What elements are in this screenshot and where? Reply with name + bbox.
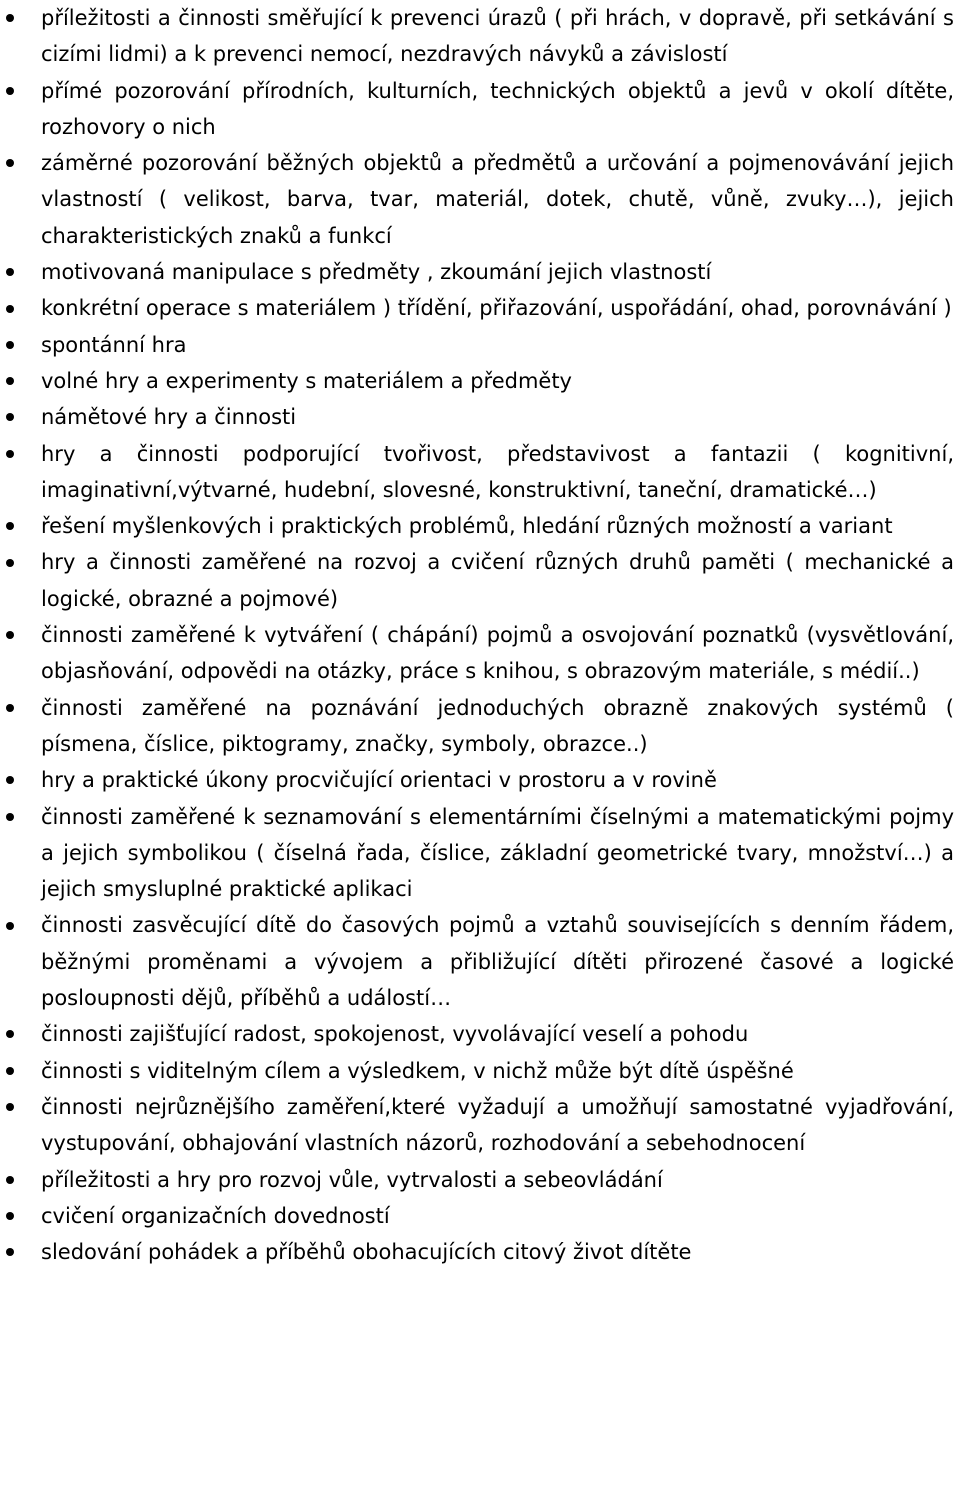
list-item [0, 1198, 960, 1234]
list-item-text: příležitosti a činnosti směřující k prevenci úrazů ( při hrách, v dopravě, při setkávání s cizími lidmi) a k prevenci nemocí, nezdravých návyků a závislostí [41, 6, 954, 67]
list-item [0, 544, 960, 617]
list-item-text: příležitosti a hry pro rozvoj vůle, vytrvalosti a sebeovládání [41, 1167, 663, 1192]
list-item-text: činnosti zaměřené na poznávání jednoduchých obrazně znakových systémů ( písmena, číslice, piktogramy, značky, symboly, obrazce..) [41, 695, 954, 756]
list-item-text: sledování pohádek a příběhů obohacujících citový život dítěte [41, 1240, 692, 1265]
list-item [0, 1234, 960, 1270]
bullet-icon [3, 0, 17, 36]
list-item-text: hry a činnosti zaměřené na rozvoj a cvičení různých druhů paměti ( mechanické a logické, obrazné a pojmové) [41, 550, 954, 611]
list-item-text: volné hry a experimenty s materiálem a předměty [41, 368, 572, 393]
list-item-text: hry a praktické úkony procvičující orientaci v prostoru a v rovině [41, 768, 717, 793]
bullet-icon [3, 363, 17, 399]
bullet-icon [3, 1053, 17, 1089]
list-item [0, 1089, 960, 1162]
bullet-icon [3, 1198, 17, 1234]
bullet-icon [3, 327, 17, 363]
list-item [0, 1016, 960, 1052]
list-item [0, 1053, 960, 1089]
list-item [0, 363, 960, 399]
bullet-icon [3, 145, 17, 181]
bullet-icon [3, 1016, 17, 1052]
bullet-icon [3, 1162, 17, 1198]
list-item-text: činnosti s viditelným cílem a výsledkem, v nichž může být dítě úspěšné [41, 1058, 794, 1083]
list-item [0, 399, 960, 435]
bullet-icon [3, 1089, 17, 1125]
list-item [0, 690, 960, 763]
bullet-icon [3, 399, 17, 435]
bullet-icon [3, 1234, 17, 1270]
bullet-icon [3, 617, 17, 653]
bullet-icon [3, 73, 17, 109]
list-item [0, 327, 960, 363]
list-item [0, 73, 960, 146]
list-item [0, 1162, 960, 1198]
list-item-text: činnosti zaměřené k seznamování s elementárními číselnými a matematickými pojmy a jejich symbolikou ( číselná řada, číslice, základní geometrické tvary, množství…) a jejich smysluplné praktické aplikaci [41, 804, 954, 902]
bullet-icon [3, 508, 17, 544]
list-item [0, 508, 960, 544]
list-item-text: záměrné pozorování běžných objektů a předmětů a určování a pojmenovávání jejich vlastností ( velikost, barva, tvar, materiál, dotek, chutě, vůně, zvuky…), jejich charakteristických znaků a funkcí [41, 151, 954, 248]
list-item-text: námětové hry a činnosti [41, 405, 297, 430]
list-item-text: činnosti zaměřené k vytváření ( chápání) pojmů a osvojování poznatků (vysvětlování, objasňování, odpovědi na otázky, práce s knihou, s obrazovým materiále, s médií..) [41, 623, 954, 684]
bullet-icon [3, 436, 17, 472]
list-item [0, 799, 960, 908]
bullet-icon [3, 907, 17, 943]
list-item-text: konkrétní operace s materiálem ) třídění, přiřazování, uspořádání, ohad, porovnávání ) [41, 296, 952, 321]
list-item [0, 907, 960, 1016]
list-item-text: cvičení organizačních dovedností [41, 1203, 390, 1228]
list-item-text: motivovaná manipulace s předměty , zkoumání jejich vlastností [41, 260, 712, 285]
list-item [0, 290, 960, 326]
list-item-text: spontánní hra [41, 332, 187, 357]
list-item [0, 0, 960, 73]
list-item-text: činnosti zasvěcující dítě do časových pojmů a vztahů souvisejících s denním řádem, běžnými proměnami a vývojem a přibližující dítěti přirozené časové a logické posloupnosti dějů, příběhů a událostí… [41, 913, 954, 1011]
bullet-icon [3, 799, 17, 835]
list-item [0, 617, 960, 690]
list-item-text: řešení myšlenkových i praktických problémů, hledání různých možností a variant [41, 514, 893, 539]
bullet-icon [3, 544, 17, 580]
bullet-icon [3, 290, 17, 326]
bullet-icon [3, 762, 17, 798]
list-item-text: hry a činnosti podporující tvořivost, představivost a fantazii ( kognitivní, imaginativní,výtvarné, hudební, slovesné, konstruktivní, taneční, dramatické…) [41, 441, 954, 502]
bullet-icon [3, 690, 17, 726]
list-item [0, 436, 960, 509]
list-item-text: přímé pozorování přírodních, kulturních, technických objektů a jevů v okolí dítěte, rozhovory o nich [41, 78, 954, 139]
list-item [0, 254, 960, 290]
list-item-text: činnosti nejrůznějšího zaměření,které vyžadují a umožňují samostatné vyjadřování, vystupování, obhajování vlastních názorů, rozhodování a sebehodnocení [41, 1094, 954, 1156]
list-item-text: činnosti zajišťující radost, spokojenost, vyvolávající veselí a pohodu [41, 1022, 749, 1047]
list-item [0, 145, 960, 254]
list-item [0, 762, 960, 798]
bullet-icon [3, 254, 17, 290]
